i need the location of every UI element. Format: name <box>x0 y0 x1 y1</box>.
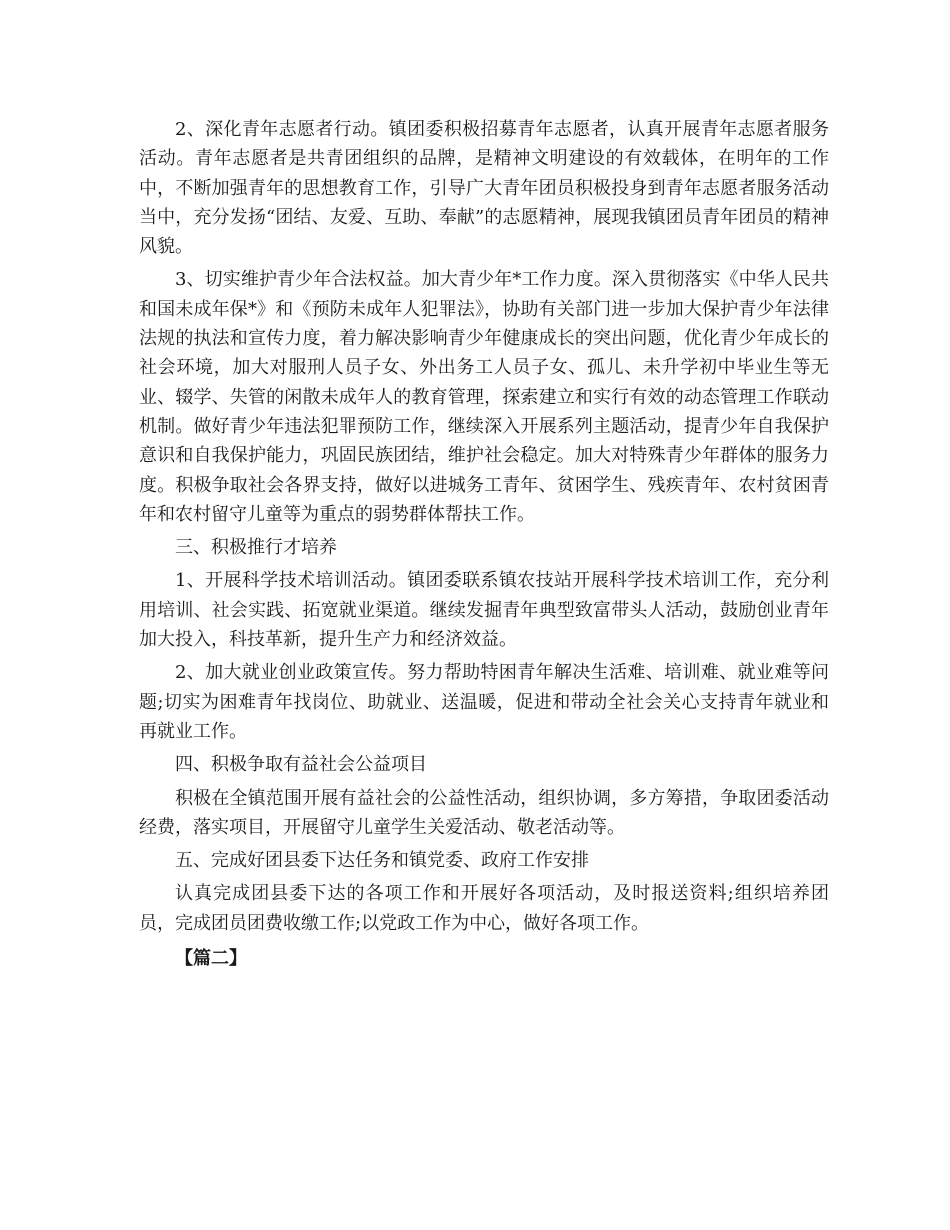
document-body <box>139 115 829 973</box>
paragraph-youth-rights: 3、切实维护青少年合法权益。加大青少年*工作力度。深入贯彻落实《中华人民共和国未成年保*》和《预防未成年人犯罪法》，协助有关部门进一步加大保护青少年法律法规的执法和宣传力度，着力解决影响青少年健康成长的突出问题，优化青少年成长的社会环境，加大对服刑人员子女、外出务工人员子女、孤儿、未升学初中毕业生等无业、辍学、失管的闲散未成年人的教育管理，探索建立和实行有效的动态管理工作联动机制。做好青少年违法犯罪预防工作，继续深入开展系列主题活动，提青少年自我保护意识和自我保护能力，巩固民族团结，维护社会稳定。加大对特殊青少年群体的服务力度。积极争取社会各界支持，做好以进城务工青年、贫困学生、残疾青年、农村贫困青年和农村留守儿童等为重点的弱势群体帮扶工作。 <box>139 269 829 525</box>
section-heading-public-welfare: 四、积极争取有益社会公益项目 <box>175 754 427 776</box>
section-heading-county-tasks: 五、完成好团县委下达任务和镇党委、政府工作安排 <box>175 850 589 872</box>
paragraph-volunteer-action: 2、深化青年志愿者行动。镇团委积极招募青年志愿者，认真开展青年志愿者服务活动。青年志愿者是共青团组织的品牌，是精神文明建设的有效载体，在明年的工作中，不断加强青年的思想教育工作，引导广大青年团员积极投身到青年志愿者服务活动当中，充分发扬“团结、友爱、互助、奉献”的志愿精神，展现我镇团员青年团员的精神风貌。 <box>139 119 829 258</box>
paragraph-county-tasks: 认真完成团县委下达的各项工作和开展好各项活动，及时报送资料;组织培养团员，完成团员团费收缴工作;以党政工作为中心，做好各项工作。 <box>139 883 829 934</box>
part-two-marker: 【篇二】 <box>175 948 247 970</box>
paragraph-public-welfare: 积极在全镇范围开展有益社会的公益性活动，组织协调，多方筹措，争取团委活动经费，落实项目，开展留守儿童学生关爱活动、敬老活动等。 <box>139 787 829 838</box>
paragraph-tech-training: 1、开展科学技术培训活动。镇团委联系镇农技站开展科学技术培训工作，充分利用培训、社会实践、拓宽就业渠道。继续发掘青年典型致富带头人活动，鼓励创业青年加大投入，科技革新，提升生产力和经济效益。 <box>139 570 829 651</box>
section-heading-talent-training: 三、积极推行才培养 <box>175 537 337 559</box>
paragraph-employment-policy: 2、加大就业创业政策宣传。努力帮助特困青年解决生活难、培训难、就业难等问题;切实为困难青年找岗位、助就业、送温暖，促进和带动全社会关心支持青年就业和再就业工作。 <box>139 662 829 742</box>
